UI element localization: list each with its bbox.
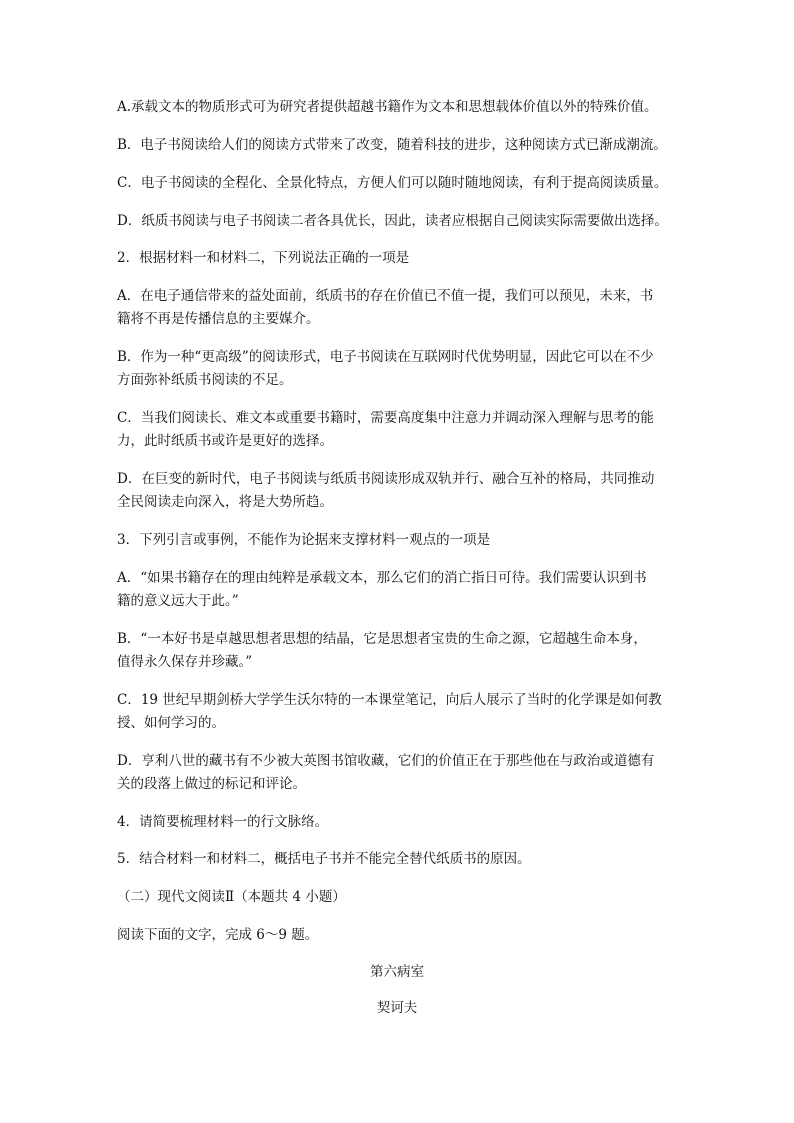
q2-option-b-line1: B．作为一种“更高级”的阅读形式，电子书阅读在互联网时代优势明显，因此它可以在不少 — [117, 349, 654, 365]
section-heading: （二）现代文阅读Ⅱ（本题共 4 小题） — [117, 889, 346, 905]
q3-option-b-line2: 值得永久保存并珍藏。” — [117, 654, 253, 670]
q1-option-b: B．电子书阅读给人们的阅读方式带来了改变，随着科技的进步，这种阅读方式已渐成潮流。 — [117, 137, 667, 153]
q2-stem: 2．根据材料一和材料二，下列说法正确的一项是 — [117, 250, 410, 266]
q1-option-a: A.承载文本的物质形式可为研究者提供超越书籍作为文本和思想载体价值以外的特殊价值。 — [117, 99, 658, 115]
q4-question: 4．请简要梳理材料一的行文脉络。 — [117, 814, 329, 830]
q2-option-b-line2: 方面弥补纸质书阅读的不足。 — [117, 372, 293, 388]
reading-instruction: 阅读下面的文字，完成 6～9 题。 — [117, 927, 319, 943]
q3-option-b-line1: B．“一本好书是卓越思想者思想的结晶，它是思想者宝贵的生命之源，它超越生命本身， — [117, 631, 647, 647]
story-author: 契诃夫 — [376, 1000, 418, 1016]
q3-option-a-line2: 籍的意义远大于此。” — [117, 593, 239, 609]
q2-option-d-line2: 全民阅读走向深入，将是大势所趋。 — [117, 494, 333, 510]
q2-option-d-line1: D．在巨变的新时代，电子书阅读与纸质书阅读形成双轨并行、融合互补的格局，共同推动 — [117, 471, 655, 487]
story-title: 第六病室 — [370, 964, 424, 980]
q1-option-c: C．电子书阅读的全程化、全景化特点，方便人们可以随时随地阅读，有利于提高阅读质量。 — [117, 175, 668, 191]
q3-option-c-line2: 授、如何学习的。 — [117, 715, 225, 731]
q3-option-d-line2: 关的段落上做过的标记和评论。 — [117, 776, 306, 792]
q5-question: 5．结合材料一和材料二，概括电子书并不能完全替代纸质书的原因。 — [117, 851, 531, 867]
q2-option-a-line2: 籍将不再是传播信息的主要媒介。 — [117, 311, 320, 327]
q1-option-d: D．纸质书阅读与电子书阅读二者各具优长，因此，读者应根据自己阅读实际需要做出选择。 — [117, 213, 668, 229]
q3-option-a-line1: A．“如果书籍存在的理由纯粹是承载文本，那么它们的消亡指日可待。我们需要认识到书 — [117, 570, 647, 586]
q2-option-c-line1: C．当我们阅读长、难文本或重要书籍时，需要高度集中注意力并调动深入理解与思考的能 — [117, 410, 654, 426]
q2-option-a-line1: A．在电子通信带来的益处面前，纸质书的存在价值已不值一提，我们可以预见，未来，书 — [117, 288, 654, 304]
q3-option-d-line1: D．亨利八世的藏书有不少被大英图书馆收藏，它们的价值正在于那些他在与政治或道德有 — [117, 753, 655, 769]
q3-stem: 3．下列引言或事例，不能作为论据来支撑材料一观点的一项是 — [117, 532, 491, 548]
q3-option-c-line1: C．19 世纪早期剑桥大学学生沃尔特的一本课堂笔记，向后人展示了当时的化学课是如何教 — [117, 692, 662, 708]
q2-option-c-line2: 力，此时纸质书或许是更好的选择。 — [117, 433, 333, 449]
